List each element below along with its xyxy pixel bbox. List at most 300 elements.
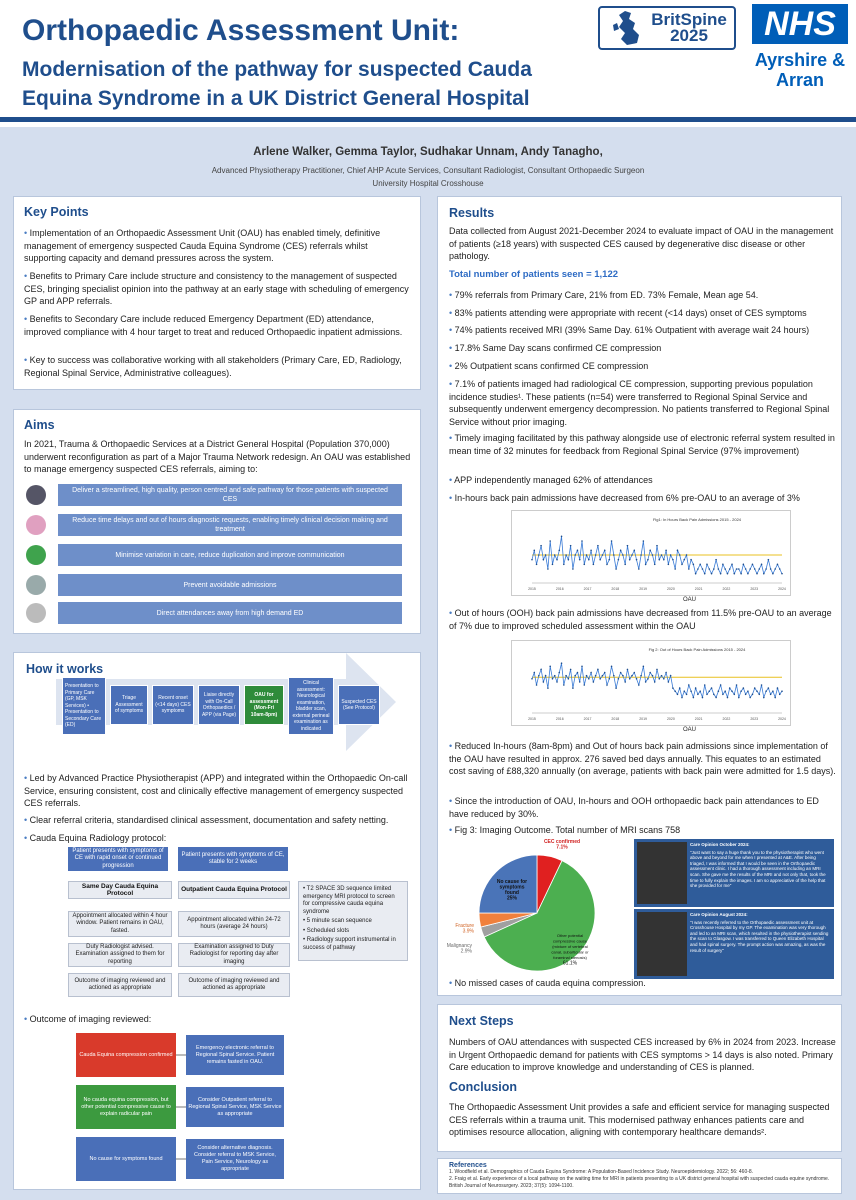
data-point — [624, 564, 626, 566]
data-point — [702, 697, 704, 699]
data-point — [770, 694, 772, 696]
flow-step-liaise: Liaise directly with On-Call Orthopaedics / APP (via Page) — [198, 685, 240, 725]
data-point — [561, 662, 563, 664]
check-icon — [26, 545, 46, 565]
quote-1-title: Care Opinion October 2024: — [690, 842, 750, 847]
protocol-outpatient-step-2: Examination assigned to Duty Radiologist for reporting day after imaging — [178, 943, 290, 967]
data-point — [665, 672, 667, 674]
data-point — [758, 568, 760, 570]
how-it-works-heading: How it works — [26, 662, 104, 676]
reference-item: 2. Fraig et al. Early experience of a local pathway on the waiting time for MRI in patients presenting to a UK district general hospital with suspected cauda equine syndrome. British Journal of Neurosurgery. 2023; 37(5): 1094-1100. — [449, 1176, 830, 1189]
data-point — [640, 554, 642, 556]
data-point — [704, 684, 706, 686]
data-point — [579, 681, 581, 683]
data-point — [583, 684, 585, 686]
data-point — [690, 559, 692, 561]
pie-label: symptoms — [499, 884, 525, 891]
data-point — [747, 573, 749, 575]
data-point — [549, 540, 551, 542]
data-point — [629, 678, 631, 680]
data-point — [697, 694, 699, 696]
result-bullet: • 83% patients attending were appropriate with recent (<14 days) onset of CES symptoms — [449, 308, 807, 318]
data-point — [540, 545, 542, 547]
data-point — [661, 675, 663, 677]
data-point — [668, 564, 670, 566]
chart-title: Fig1: In Hours Back Pain Admissions 2015 - 2024 — [652, 517, 742, 522]
x-tick-label: 2020 — [666, 587, 675, 591]
flow-step-triage: Triage Assessment of symptoms — [110, 685, 148, 725]
results-panel — [437, 196, 842, 996]
mri-detail: • 5 minute scan sequence — [303, 918, 372, 924]
data-point — [608, 559, 610, 561]
aims-heading: Aims — [24, 418, 55, 432]
data-point — [743, 564, 745, 566]
data-point — [736, 568, 738, 570]
result-bullet-fig3: • Fig 3: Imaging Outcome. Total number of MRI scans 758 — [449, 825, 681, 835]
data-point — [697, 568, 699, 570]
data-point — [777, 687, 779, 689]
data-point — [754, 687, 756, 689]
data-point — [722, 694, 724, 696]
result-bullet: • 79% referrals from Primary Care, 21% from ED. 73% Female, Mean age 54. — [449, 290, 759, 300]
data-point — [774, 697, 776, 699]
pie-value-label: 61.1% — [562, 960, 578, 967]
data-point — [731, 690, 733, 692]
chart-out-of-hours — [511, 640, 791, 726]
aims-panel — [13, 409, 421, 634]
data-point — [708, 568, 710, 570]
fig1-oau-marker: OAU — [683, 597, 697, 603]
protocol-same-day-heading: Same Day Cauda Equina Protocol — [68, 881, 172, 899]
outcome-no-cause: No cause for symptoms found — [76, 1137, 176, 1181]
data-point — [631, 675, 633, 677]
data-point — [674, 568, 676, 570]
data-point — [554, 675, 556, 677]
data-point — [595, 554, 597, 556]
data-point — [763, 697, 765, 699]
data-point — [758, 694, 760, 696]
data-point — [620, 672, 622, 674]
x-tick-label: 2023 — [750, 717, 759, 721]
poster-title: Orthopaedic Assessment Unit: — [22, 14, 460, 47]
data-point — [633, 550, 635, 552]
data-point — [670, 554, 672, 556]
data-point — [647, 559, 649, 561]
data-point — [622, 675, 624, 677]
data-point — [736, 684, 738, 686]
protocol-same-day-step-1: Appointment allocated within 4 hour window. Patient remains in OAU, fasted. — [68, 911, 172, 937]
data-point — [624, 681, 626, 683]
data-point — [629, 559, 631, 561]
data-point — [577, 672, 579, 674]
data-point — [740, 573, 742, 575]
data-point — [693, 697, 695, 699]
data-point — [574, 554, 576, 556]
data-point — [774, 568, 776, 570]
data-point — [593, 564, 595, 566]
result-bullet: • 2% Outpatient scans confirmed CE compression — [449, 361, 649, 371]
data-point — [649, 550, 651, 552]
data-point — [568, 559, 570, 561]
data-point — [586, 675, 588, 677]
data-point — [658, 559, 660, 561]
data-point — [706, 694, 708, 696]
data-point — [668, 681, 670, 683]
data-point — [711, 687, 713, 689]
data-point — [602, 675, 604, 677]
data-point — [556, 681, 558, 683]
data-point — [595, 675, 597, 677]
data-point — [672, 687, 674, 689]
data-point — [613, 554, 615, 556]
data-point — [543, 681, 545, 683]
data-point — [552, 678, 554, 680]
data-point — [640, 675, 642, 677]
data-point — [615, 568, 617, 570]
data-point — [558, 550, 560, 552]
hospital-bed-icon — [26, 575, 46, 595]
reference-item: 1. Woodfield et al. Demographics of Cauda Equina Syndrome: A Population-Based Incidence Study. Neuroepidemiology. 2022; 56: 460-8. — [449, 1169, 754, 1175]
data-point — [638, 568, 640, 570]
uk-map-icon — [607, 9, 647, 47]
data-point — [615, 687, 617, 689]
aim-item: Deliver a streamlined, high quality, person centred and safe pathway for those patients with suspected CES — [26, 484, 402, 506]
flow-step-presentation: Presentation to Primary Care (GP, MSK Services) • Presentation to Secondary Care (ED) — [62, 677, 106, 735]
data-point — [581, 540, 583, 542]
result-bullet: • Since the introduction of OAU, In-hours and OOH orthopaedic back pain attendances to ED have reduced by 30%. — [449, 796, 819, 819]
data-point — [718, 568, 720, 570]
data-point — [770, 568, 772, 570]
chart-out-of-hours-svg — [512, 641, 792, 727]
data-point — [690, 690, 692, 692]
protocol-same-day-trigger: Patient presents with symptoms of CE with rapid onset or continued progression — [68, 847, 168, 871]
data-point — [606, 564, 608, 566]
data-point — [538, 675, 540, 677]
data-point — [602, 554, 604, 556]
data-point — [570, 669, 572, 671]
data-point — [681, 697, 683, 699]
data-point — [599, 678, 601, 680]
data-point — [654, 681, 656, 683]
data-point — [604, 672, 606, 674]
data-point — [531, 559, 533, 561]
x-tick-label: 2021 — [694, 587, 703, 591]
data-point — [636, 678, 638, 680]
data-point — [563, 564, 565, 566]
x-tick-label: 2024 — [778, 717, 786, 721]
pie-label: Other potential — [556, 933, 584, 938]
data-point — [649, 672, 651, 674]
britspine-logo — [598, 6, 736, 50]
data-point — [677, 694, 679, 696]
data-point — [536, 684, 538, 686]
pie-label: No cause for — [496, 879, 528, 885]
data-point — [581, 666, 583, 668]
x-tick-label: 2022 — [722, 587, 731, 591]
imaging-outcome-pie-chart — [446, 837, 632, 977]
pie-value-label: 3.9% — [462, 928, 474, 935]
results-intro: Data collected from August 2021-December 2024 to evaluate impact of OAU in the management of patients (≥18 years) with suspected CES caused by degenerative disc disease or other pathology. — [449, 226, 834, 261]
data-point — [699, 690, 701, 692]
data-point — [606, 684, 608, 686]
data-point — [633, 672, 635, 674]
data-point — [761, 564, 763, 566]
pie-label: canal, subarticular or — [551, 949, 589, 955]
author-roles: Advanced Physiotherapy Practitioner, Chief AHP Acute Services, Consultant Radiologist, Consultant Orthopaedic Surgeon — [211, 166, 645, 175]
result-bullet-last: • No missed cases of cauda equina compression. — [449, 978, 646, 988]
data-point — [540, 669, 542, 671]
data-point — [599, 559, 601, 561]
references-panel — [437, 1158, 842, 1194]
data-point — [674, 690, 676, 692]
data-point — [706, 564, 708, 566]
data-point — [733, 694, 735, 696]
x-tick-label: 2018 — [611, 587, 620, 591]
data-point — [665, 550, 667, 552]
data-point — [663, 678, 665, 680]
x-tick-label: 2018 — [611, 717, 620, 721]
nhs-org-name: Ayrshire & Arran — [754, 50, 846, 90]
data-point — [531, 678, 533, 680]
mri-image-icon — [637, 912, 687, 976]
data-point — [652, 675, 654, 677]
data-point — [752, 564, 754, 566]
pie-value-label: 2.9% — [460, 948, 472, 955]
outcome-label: • Outcome of imaging reviewed: — [24, 1014, 152, 1024]
data-point — [545, 554, 547, 556]
data-point — [715, 697, 717, 699]
data-point — [761, 684, 763, 686]
data-point — [752, 694, 754, 696]
data-point — [708, 690, 710, 692]
data-point — [572, 687, 574, 689]
data-point — [738, 697, 740, 699]
data-point — [733, 573, 735, 575]
mri-image-icon — [637, 842, 687, 904]
next-steps-text: Numbers of OAU attendances with suspected CES increased by 6% in 2024 from 2023. Increase in Urgent Orthopaedic demand for patients with CES symptoms > 14 days is also noted. Primary Care education to improve knowledge and understanding of CES is planned. — [449, 1037, 836, 1072]
key-point-3: • Benefits to Secondary Care include reduced Emergency Department (ED) attendance, improved compliance with 4 hour target to treat and reduced Orthopaedic inpatient admissions. — [24, 314, 403, 337]
data-point — [738, 568, 740, 570]
key-points-panel — [13, 196, 421, 390]
key-point-1: • Implementation of an Orthopaedic Assessment Unit (OAU) has enabled timely, definitive management of emergency suspected Cauda Equina Syndrome (CES) referrals whilst supporting capacity and demand pressures across the system. — [24, 228, 381, 263]
data-point — [699, 564, 701, 566]
x-tick-label: 2016 — [555, 587, 564, 591]
data-point — [583, 564, 585, 566]
data-point — [570, 545, 572, 547]
pie-label: foraminal stenosis) — [553, 955, 587, 960]
data-point — [765, 568, 767, 570]
poster-header — [0, 0, 856, 122]
nhs-badge: NHS — [752, 4, 848, 44]
data-point — [545, 675, 547, 677]
data-point — [533, 550, 535, 552]
results-total: Total number of patients seen = 1,122 — [449, 269, 619, 280]
outcome-arrows — [176, 1033, 186, 1181]
x-tick-label: 2017 — [583, 717, 592, 721]
patient-quote-1 — [634, 839, 834, 907]
data-point — [747, 690, 749, 692]
data-point — [645, 564, 647, 566]
data-point — [611, 540, 613, 542]
data-point — [588, 559, 590, 561]
how-it-works-panel — [13, 652, 421, 1190]
data-point — [683, 690, 685, 692]
data-point — [565, 554, 567, 556]
data-point — [702, 568, 704, 570]
data-point — [577, 550, 579, 552]
pie-label: (mixture of vertebral — [552, 944, 588, 949]
mri-detail: • T2 SPACE 3D sequence limited emergency MRI protocol to screen for compressive cauda equina syndrome — [303, 886, 395, 915]
key-point-2: • Benefits to Primary Care include structure and consistency to the management of suspected CES, bringing specialist opinion into the pathway at an early stage with scheduling of emergency GP and APP referrals. — [24, 271, 409, 306]
data-point — [549, 666, 551, 668]
data-point — [543, 559, 545, 561]
chart-in-hours-svg — [512, 511, 792, 597]
aims-intro: In 2021, Trauma & Orthopaedic Services at a District General Hospital (Population 370,000) underwent reconfiguration as part of a Major Trauma Network redesign. An OAU was established to manage emergency suspected CES referrals, aiming to: — [24, 439, 411, 474]
data-point — [772, 690, 774, 692]
quote-2-text: "I was recently referred to the Orthopaedic assessment unit at Crosshouse Hospital by my GP. The examination was very thorough and led to an MRI scan, which resulted in the physiotherapist sending the scan to Glasgow. I was transferred to Queen Elizabeth Hospital and had spinal surgery. The prompt action was amazing, as was the result of surgery" — [690, 919, 829, 953]
data-point — [724, 568, 726, 570]
data-point — [658, 678, 660, 680]
result-bullet: • 74% patients received MRI (39% Same Day. 61% Outpatient with average wait 24 hours) — [449, 325, 810, 335]
outcome-no-cause-action: Consider alternative diagnosis. Consider referral to MSK Service, Pain Service, Neurology as appropriate — [186, 1139, 284, 1179]
data-point — [713, 568, 715, 570]
flow-step-oau: OAU for assessment (Mon-Fri 10am-8pm) — [244, 685, 284, 725]
author-names: Arlene Walker, Gemma Taylor, Sudhakar Unnam, Andy Tanagho, — [253, 146, 603, 158]
author-institution: University Hospital Crosshouse — [372, 179, 484, 188]
data-point — [688, 568, 690, 570]
pie-label: Malignancy — [446, 943, 472, 949]
pie-label: found — [505, 890, 519, 896]
data-point — [749, 568, 751, 570]
protocol-same-day-step-2: Duty Radiologist advised. Examination assigned to them for reporting — [68, 943, 172, 967]
data-point — [593, 681, 595, 683]
data-point — [652, 554, 654, 556]
data-point — [552, 564, 554, 566]
x-tick-label: 2024 — [778, 587, 786, 591]
data-point — [677, 550, 679, 552]
outcome-other-action: Consider Outpatient referral to Regional Spinal Service, MSK Service as appropriate — [186, 1087, 284, 1127]
data-point — [765, 690, 767, 692]
data-point — [711, 573, 713, 575]
data-point — [572, 568, 574, 570]
key-point-4: • Key to success was collaborative working with all stakeholders (Primary Care, ED, Radiology, Regional Spinal Service, Administrative colleagues). — [24, 355, 402, 378]
britspine-year: 2025 — [670, 26, 708, 45]
data-point — [554, 554, 556, 556]
data-point — [704, 573, 706, 575]
data-point — [547, 568, 549, 570]
data-point — [556, 559, 558, 561]
nhs-logo — [752, 4, 848, 90]
data-point — [756, 690, 758, 692]
protocol-outpatient-step-3: Outcome of imaging reviewed and actioned as appropriate — [178, 973, 290, 997]
protocol-mri-details — [298, 881, 408, 961]
data-point — [715, 559, 717, 561]
data-point — [636, 559, 638, 561]
data-point — [781, 573, 783, 575]
data-point — [597, 669, 599, 671]
data-point — [740, 690, 742, 692]
data-point — [688, 684, 690, 686]
x-tick-label: 2015 — [528, 587, 536, 591]
next-steps-heading: Next Steps — [449, 1014, 514, 1028]
chart-title: Fig 2: Out of Hours Back Pain Admissions 2015 - 2024 — [648, 647, 746, 652]
protocol-same-day-step-3: Outcome of imaging reviewed and actioned as appropriate — [68, 973, 172, 997]
data-point — [727, 697, 729, 699]
data-point — [779, 694, 781, 696]
data-point — [768, 559, 770, 561]
how-bullet-1: • Led by Advanced Practice Physiotherapist (APP) and integrated within the Orthopaedic On-call Service, ensuring consistent, cost and clinically effective management of emergency suspected CES referrals. — [24, 773, 408, 808]
pie-value-label: 7.1% — [556, 844, 568, 851]
clock-icon — [26, 515, 46, 535]
references-heading: References — [449, 1162, 487, 1169]
data-point — [754, 568, 756, 570]
pie-label: Fracture — [455, 923, 474, 929]
data-point — [729, 568, 731, 570]
result-bullet: • APP independently managed 62% of attendances — [449, 475, 653, 485]
data-point — [781, 690, 783, 692]
data-point — [618, 678, 620, 680]
aim-item: Prevent avoidable admissions — [26, 574, 402, 596]
key-points-heading: Key Points — [24, 205, 89, 219]
data-point — [627, 669, 629, 671]
pie-label: CEC confirmed — [543, 839, 581, 845]
data-point — [647, 678, 649, 680]
aim-item: Reduce time delays and out of hours diagnostic requests, enabling timely clinical decision making and treatment — [26, 514, 402, 536]
data-point — [538, 554, 540, 556]
data-point — [561, 536, 563, 538]
data-point — [574, 675, 576, 677]
data-point — [718, 690, 720, 692]
britspine-name: BritSpine — [651, 10, 727, 29]
data-point — [695, 573, 697, 575]
mri-detail: • Radiology support instrumental in success of pathway — [303, 937, 396, 951]
data-point — [672, 559, 674, 561]
pie-value-label: 25% — [506, 895, 518, 902]
data-point — [645, 681, 647, 683]
outcome-other-cause: No cauda equina compression, but other potential compressive cause to explain radicular pain — [76, 1085, 176, 1129]
x-tick-label: 2019 — [639, 587, 648, 591]
x-tick-label: 2019 — [639, 717, 648, 721]
emergency-dept-icon — [26, 603, 46, 623]
data-point — [622, 554, 624, 556]
x-tick-label: 2023 — [750, 587, 759, 591]
data-point — [579, 559, 581, 561]
data-point — [663, 559, 665, 561]
x-tick-label: 2020 — [666, 717, 675, 721]
data-point — [745, 568, 747, 570]
data-point — [558, 672, 560, 674]
data-point — [654, 564, 656, 566]
data-point — [772, 573, 774, 575]
conclusion-heading: Conclusion — [449, 1080, 518, 1094]
data-point — [586, 554, 588, 556]
data-point — [695, 687, 697, 689]
patient-quote-2 — [634, 909, 834, 979]
data-point — [686, 554, 688, 556]
data-point — [768, 687, 770, 689]
data-point — [779, 568, 781, 570]
flow-step-suspected-ces: Suspected CES (See Protocol) — [338, 685, 380, 725]
data-point — [590, 672, 592, 674]
data-point — [611, 666, 613, 668]
data-point — [763, 573, 765, 575]
data-point — [568, 678, 570, 680]
data-point — [683, 559, 685, 561]
pie-label: compressive cause — [552, 938, 588, 944]
data-point — [618, 559, 620, 561]
data-point — [670, 675, 672, 677]
protocol-outpatient-heading: Outpatient Cauda Equina Protocol — [178, 881, 290, 899]
